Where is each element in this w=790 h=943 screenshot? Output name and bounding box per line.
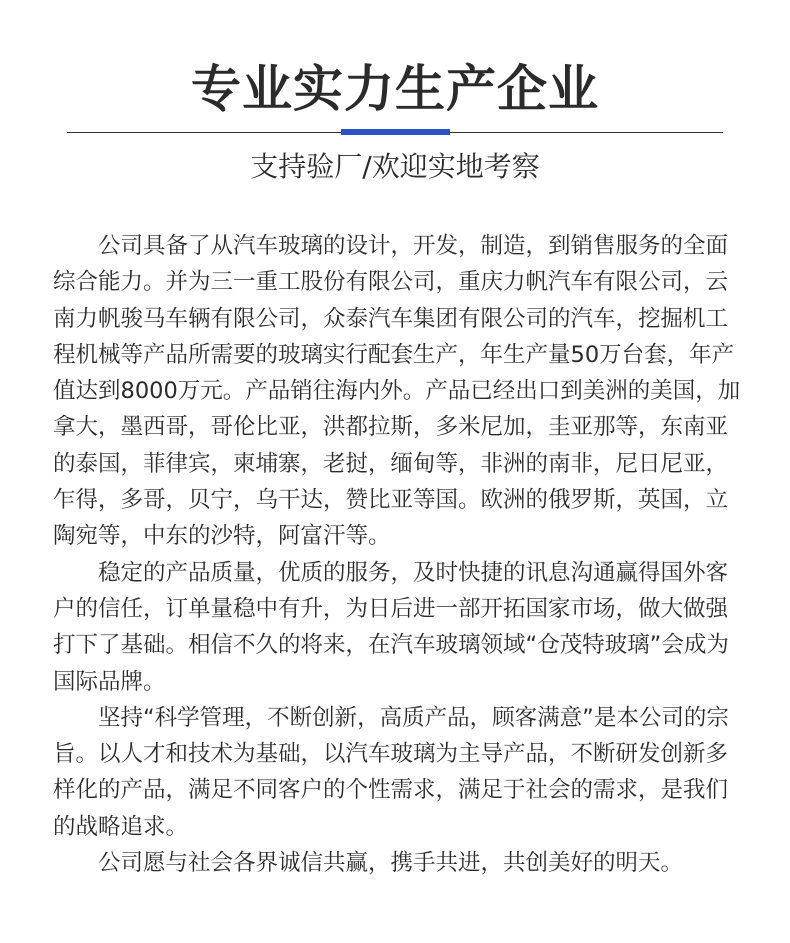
title-divider-accent <box>341 129 450 135</box>
article-body <box>53 228 743 881</box>
paragraph-company-capabilities: 公司具备了从汽车玻璃的设计，开发，制造，到销售服务的全面综合能力。并为三一重工股份有限公司，重庆力帆汽车有限公司，云南力帆骏马车辆有限公司，众泰汽车集团有限公司的汽车，挖掘机工程机械等产品所需要的玻璃实行配套生产，年生产量50万台套，年产值达到8000万元。产品销往海内外。产品已经出口到美洲的美国，加拿大，墨西哥，哥伦比亚，洪都拉斯，多米尼加，圭亚那等，东南亚的泰国，菲律宾，柬埔寨，老挝，缅甸等，非洲的南非，尼日尼亚，乍得，多哥，贝宁，乌干达，赞比亚等国。欧洲的俄罗斯，英国，立陶宛等，中东的沙特，阿富汗等。 <box>53 233 741 550</box>
page-subtitle: 支持验厂/欢迎实地考察 <box>250 150 540 183</box>
page-title: 专业实力生产企业 <box>191 60 599 118</box>
paragraph-closing: 公司愿与社会各界诚信共赢，携手共进，共创美好的明天。 <box>98 850 684 877</box>
paragraph-quality-service: 稳定的产品质量，优质的服务，及时快捷的讯息沟通赢得国外客户的信任，订单量稳中有升，为日后进一部开拓国家市场，做大做强打下了基础。相信不久的将来，在汽车玻璃领域“仓茂特玻璃”会成为国际品牌。 <box>53 559 729 695</box>
paragraph-company-tenet: 坚持“科学管理，不断创新，高质产品，顾客满意”是本公司的宗旨。以人才和技术为基础，以汽车玻璃为主导产品，不断研发创新多样化的产品，满足不同客户的个性需求，满足于社会的需求，是我们的战略追求。 <box>53 704 729 840</box>
